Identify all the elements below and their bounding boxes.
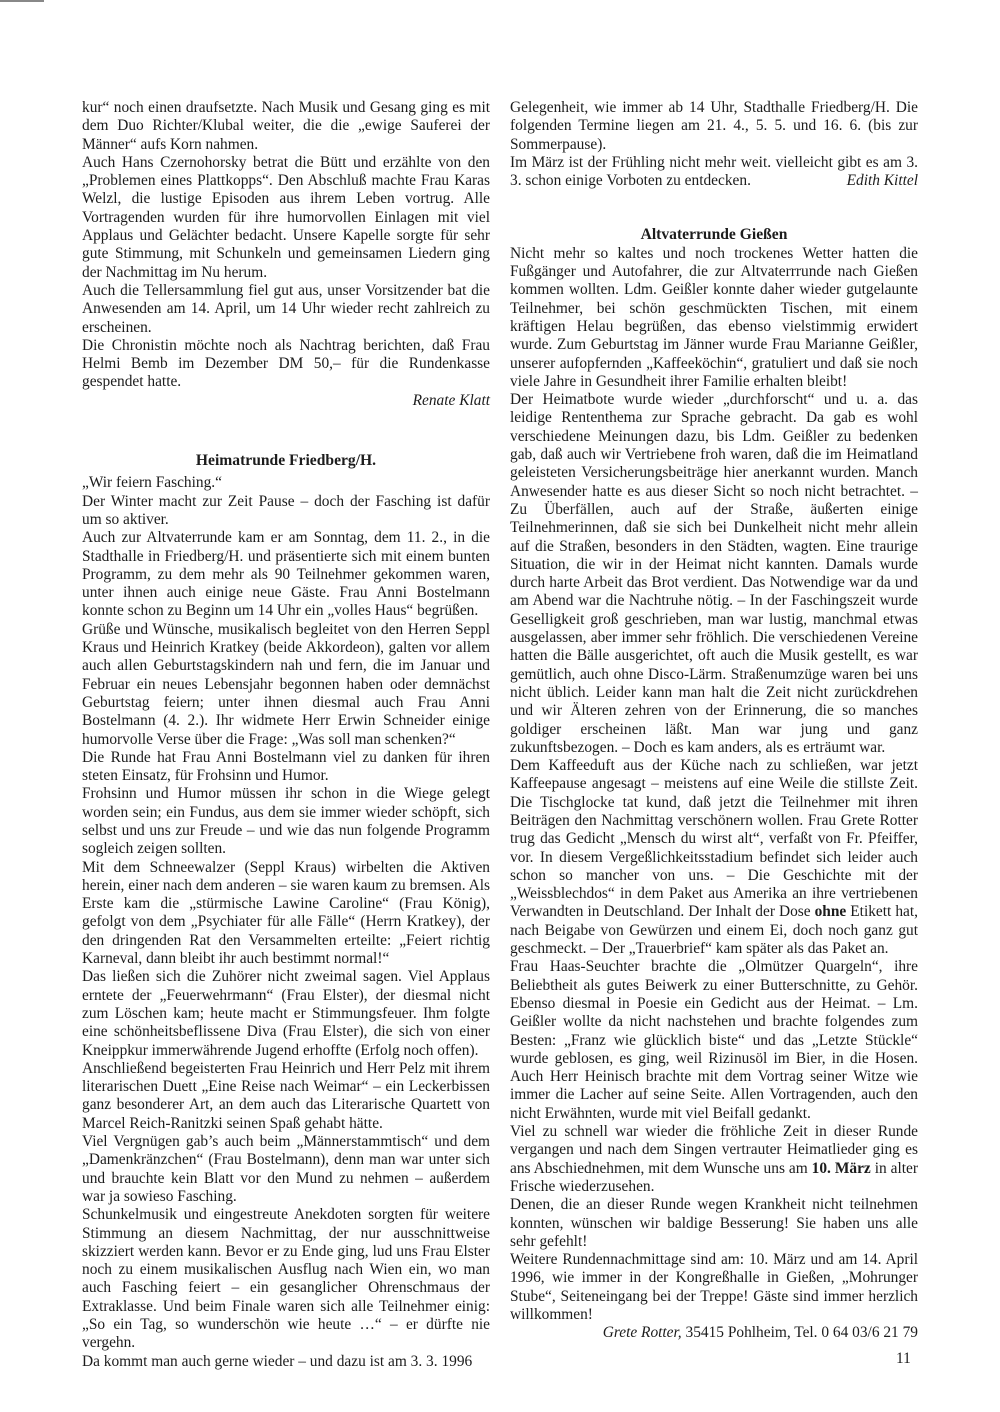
paragraph: Auch zur Altvaterrunde kam er am Sonntag, dem 11. 2., in die Stadthalle in Friedberg/H. und präsentierte sich mit einem bunten Programm, zu dem mehr als 90 Teilnehmer gekommen waren, unter ihnen auch einige neue Gäste. Frau Anni Bostelmann konnte schon zu Beginn um 14 Uhr ein „volles Haus“ begrüßen. <box>82 529 490 620</box>
left-column <box>82 99 490 1371</box>
paragraph: Auch Hans Czernohorsky betrat die Bütt und erzählte von den „Problemen eines Plattkopps“. Den Abschluß machte Frau Karas Welzl, die lustige Episoden aus ihrem Leben vortrug. Alle Vortragenden wurden für ihre humorvollen Einlagen mit viel Applaus und Gelächter bedacht. Unsere Kapelle sorgte für sehr gute Stimmung, mit Schunkeln und gemeinsamen Liedern ging der Nachmittag im Nu herum. <box>82 153 490 281</box>
paragraph: Auch die Tellersammlung fiel gut aus, unser Vorsitzender bat die Anwesenden am 14. April, um 14 Uhr wieder recht zahlreich zu erscheinen. <box>82 281 490 336</box>
paragraph: Frau Haas-Seuchter brachte die „Olmützer Quargeln“, ihre Beliebtheit als gutes Beiwerk zu einer Butterschnitte, zu Gehör. Ebenso diesmal in Poesie ein Gedicht aus der Heimat. – Lm. Geißler wollte da nicht nachstehen und brachte folgendes zum Besten: „Franz wie glücklich biste“ und das „Letzte Stückle“ wurde geblosen, es ging, weil Rizinusöl im Bier, in die Hosen. Auch Herr Heinisch brachte mit dem Vortrag seiner Witze wie immer die Lacher auf seine Seite. Allen Vortragenden, auch den nicht Erwähnten, wurde mit viel Beifall gedankt. <box>510 958 918 1122</box>
text-run: Viel zu schnell war wieder die fröhliche Zeit in dieser Runde vergangen und nach dem Singen vertrauter Heimatlieder ging es ans Abschiednehmen, mit dem Wunsche uns am <box>510 1123 918 1177</box>
paragraph: Die Runde hat Frau Anni Bostelmann viel zu danken für ihren steten Einsatz, für Frohsinn und Humor. <box>82 748 490 785</box>
paragraph: Denen, die an dieser Runde wegen Krankheit nicht teilnehmen konnten, wünschen wir baldige Besserung! Sie haben uns alle sehr gefehlt! <box>510 1196 918 1250</box>
paragraph: kur“ noch einen draufsetzte. Nach Musik und Gesang ging es mit dem Duo Richter/Klubal weiter, die die „ewige Sauferei der Männer“ aufs Korn nahmen. <box>82 99 490 153</box>
paragraph: Mit dem Schneewalzer (Seppl Kraus) wirbelten die Aktiven herein, einer nach dem anderen – sie waren kaum zu bremsen. Als Erste kam die „stürmische Lawine Caroline“ (Frau König), gefolgt von dem „Psychiater für alle Fälle“ (Herrn Kratkey), der den dringenden Rat den Versammelten erteilte: „Feiert richtig Karneval, dann bleibt ihr auch bestimmt normal!“ <box>82 858 490 968</box>
author-address: 35415 Pohlheim, Tel. 0 64 03/6 21 79 <box>681 1324 918 1342</box>
section-heading: Heimatrunde Friedberg/H. <box>195 452 377 470</box>
paragraph: Grüße und Wünsche, musikalisch begleitet von den Herren Seppl Kraus und Heinrich Kratkey (beide Akkordeon), galten vor allem auch allen Geburtstagskindern nah und fern, die im Januar und Februar ein neues Lebensjahr begonnen haben oder demnächst Geburtstag feiern; unter ihnen diesmal auch Frau Anni Bostelmann (4. 2.). Ihr widmete Herr Erwin Schneider einige humorvolle Verse über die Frage: „Was soll man schenken?“ <box>82 620 490 748</box>
paragraph <box>510 757 918 958</box>
paragraph: Nicht mehr so kaltes und noch trockenes Wetter hatten die Fußgänger und Autofahrer, die zur Altvaterrrunde nach Gießen kommen wollten. Ldm. Geißler konnte daher wieder gutgelaunte Teilnehmer, bei schön geschmückten Tischen, mit einem kräftigen Helau begrüßen, das ebenso vielstimmig erwidert wurde. Zum Geburtstag im Jänner wurde Frau Marianne Geißler, unserer aufopfernden „Kaffeeköchin“, gratuliert und daß sie noch viele Jahre in Gesundheit ihrer Familie erhalten bleibt! <box>510 244 918 390</box>
page-number: 11 <box>896 1350 911 1367</box>
author-signature <box>510 1324 918 1342</box>
spacer <box>510 190 918 226</box>
paragraph-text: Im März ist der Frühling nicht mehr weit. vielleicht gibt es am 3. 3. schon einige Vorboten zu entdecken. <box>510 153 918 190</box>
paragraph: Der Heimatbote wurde wieder „durchforscht“ und u. a. das leidige Rententhema zur Sprache gebracht. Da gab es wohl verschiedene Meinungen dazu, bis Ldm. Geißler zu bedenken gab, daß auch wir Vertriebene froh waren, daß die im Heimatland geleisteten Versicherungsbeiträge hier anerkannt wurden. Manch Anwesender hatte es aus dieser Sicht so noch nicht betrachtet. – Zu Überfällen, auch auf der Straße, äußerten einige Teilnehmerinnen, daß sie sich bei Dunkelheit nicht mehr allein auf die Straßen, besonders in den Städten, wagten. Eine traurige Situation, die wir in der Heimat nicht kannten. Damals wurde durch harte Arbeit das Brot verdient. Das Notwendige war da und am Abend war die Nachtruhe nötig. – In der Faschingszeit wurde Geselligkeit groß geschrieben, man war lustig, manchmal etwas ausgelassen, aber immer sehr fröhlich. Die verschiedenen Vereine hatten die Bälle ausgerichtet, oft auch die Musik gestellt, es war gemütlich, auch ohne Disco-Lärm. Straßenumzüge waren bei uns nicht üblich. Leider kann man halt die Zeit nicht zurückdrehen und wir Älteren zehren von der Erinnerung, die so manches goldiger erscheinen läßt. Man war jung und ganz zukunftsbezogen. – Doch es kam anders, als es erträumt war. <box>510 391 918 756</box>
paragraph: Da kommt man auch gerne wieder – und dazu ist am 3. 3. 1996 <box>82 1352 473 1370</box>
paragraph: Der Winter macht zur Zeit Pause – doch der Fasching ist dafür um so aktiver. <box>82 492 490 528</box>
paragraph: Gelegenheit, wie immer ab 14 Uhr, Stadthalle Friedberg/H. Die folgenden Termine liegen am 21. 4., 5. 5. und 16. 6. (bis zur Sommerpause). <box>510 99 918 153</box>
scan-corner-mark <box>0 0 44 2</box>
paragraph: Anschließend begeisterten Frau Heinrich und Herr Pelz mit ihrem literarischen Duett „Eine Reise nach Weimar“ – ein Leckerbissen ganz besonderer Art, an dem auch das Literarische Quartett von Marcel Reich-Ranitzki seinen Spaß gehabt hätte. <box>82 1059 490 1132</box>
paragraph: Frohsinn und Humor müssen ihr schon in die Wiege gelegt worden sein; ein Fundus, aus dem sie immer wieder schöpft, sich selbst und uns zur Freude – und wie das nun folgende Programm sogleich zeigen sollten. <box>82 785 490 858</box>
paragraph: Schunkelmusik und eingestreute Anekdoten sorgten für weitere Stimmung an diesem Nachmittag, der nur ausschnittweise skizziert werden kann. Bevor er zu Ende ging, lud uns Frau Elster noch zu einem musikalischen Ausflug nach Wien ein, wo man auch Fasching feiert – ein gesanglicher Ohrenschmaus der Extraklasse. Und beim Finale waren sich alle Teilnehmer einig: „So ein Tag, so wunderschön wie heute …“ – er dürfte nie vergehn. <box>82 1206 490 1352</box>
paragraph: Viel Vergnügen gab’s auch beim „Männerstammtisch“ und dem „Damenkränzchen“ (Frau Bostelmann), denn man war unter sich und brauchte kein Blatt vor den Mund zu nehmen – außerdem war ja sowieso Fasching. <box>82 1133 490 1205</box>
paragraph: Weitere Rundennachmittage sind am: 10. März und am 14. April 1996, wie immer in der Kongreßhalle in Gießen, „Mohrunger Stube“, Seiteneingang bei der Treppe! Gäste sind immer herzlich willkommen! <box>510 1251 918 1323</box>
paragraph: Das ließen sich die Zuhörer nicht zweimal sagen. Viel Applaus erntete der „Feuerwehrmann“ (Frau Elster), der diesmal nicht zum Löschen kam; heute macht er Stimmungsfeuer. Ihm folgte eine schönheitsbeflissene Diva (Frau Elster), die sich von einer Kneippkur immerwährende Jugend erhoffte (Erfolg noch offen). <box>82 968 490 1059</box>
paragraph: „Wir feiern Fasching.“ <box>82 474 222 492</box>
text-run: Dem Kaffeeduft aus der Küche nach zu schließen, war jetzt Kaffeepause angesagt – meistens auf eine Weile die stillste Zeit. Die Tischglocke tat kund, daß jetzt die Teilnehmer mit ihren Beiträgen den Nachmittag verschönern wollen. Frau Grete Rotter trug das Gedicht „Mensch du wirst alt“, verfaßt von Fr. Pfeiffer, vor. In diesem Vergeßlichkeitsstadium befindet sich leider auch schon so mancher von uns. – Die Geschichte mit der „Weissblechdos“ in dem Paket aus Amerika an ihre vertriebenen Verwandten in Deutschland. Der Inhalt der Dose <box>510 757 918 921</box>
section-heading: Altvaterrunde Gießen <box>640 226 788 244</box>
author-name: Renate Klatt <box>412 391 490 409</box>
paragraph-with-signature <box>510 154 918 191</box>
right-column <box>510 99 918 1343</box>
bold-text: 10. März <box>811 1159 871 1177</box>
spacer <box>82 410 490 452</box>
bold-text: ohne <box>814 903 847 921</box>
text-run: in alter Frische wiederzusehen. <box>510 1159 918 1195</box>
text-run: Etikett hat, nach Beigabe von Gewürzen und einem Ei, doch noch ganz gut geschmeckt. – Der „Trauerbrief“ kam später als das Paket an. <box>510 903 918 958</box>
paragraph <box>510 1123 918 1196</box>
author-name: Grete Rotter, <box>602 1324 682 1342</box>
author-name: Edith Kittel <box>846 172 918 190</box>
paragraph: Die Chronistin möchte noch als Nachtrag berichten, daß Frau Helmi Bemb im Dezember DM 50,– für die Rundenkasse gespendet hatte. <box>82 336 490 391</box>
author-signature <box>82 392 490 410</box>
